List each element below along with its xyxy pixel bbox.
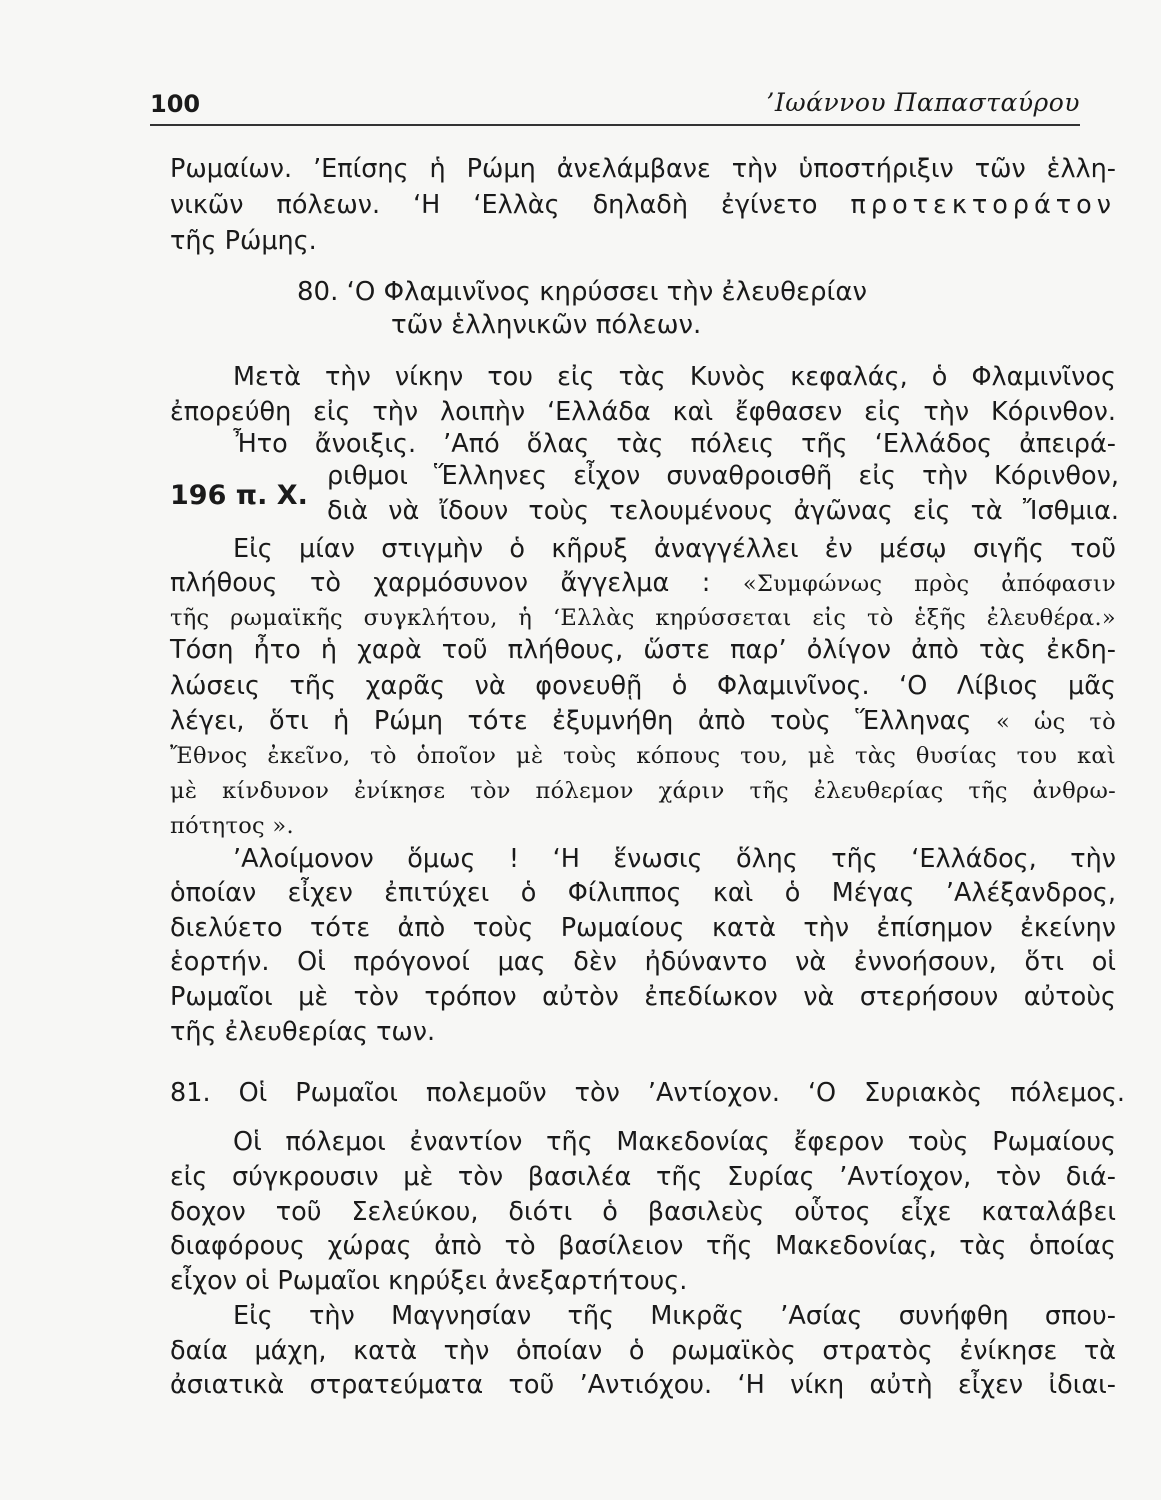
text-run: τῶν ἑλληνικῶν πόλεων.: [391, 310, 702, 340]
text-line: [233, 1299, 1116, 1333]
text-run: τῆς Ρώμης.: [170, 226, 317, 256]
text-run: Μετὰ τὴν νίκην του εἰς τὰς Κυνὸς κεφαλάς, ὁ Φλαμινῖνος: [233, 362, 1116, 392]
text-run: Εἰς τὴν Μαγνησίαν τῆς Μικρᾶς ’Ασίας συνήφθη σπου-: [233, 1301, 1116, 1331]
text-run: Ρωμαῖοι μὲ τὸν τρόπον αὐτὸν ἐπεδίωκον νὰ στερήσουν αὐτοὺς: [170, 982, 1116, 1012]
quotation-run: Ἔθνος ἐκεῖνο, τὸ ὁποῖον μὲ τοὺς κόπους του, μὲ τὰς θυσίας του καὶ: [170, 743, 1116, 769]
page-number: 100: [150, 90, 201, 118]
text-run: ἑορτήν. Οἱ πρόγονοί μας δὲν ἠδύναντο νὰ ἐννοήσουν, ὅτι οἱ: [170, 947, 1116, 977]
text-line: [170, 152, 1116, 186]
text-run: ἐπορεύθη εἰς τὴν λοιπὴν ‘Ελλάδα καὶ ἔφθασεν εἰς τὴν Κόρινθον.: [170, 397, 1116, 427]
text-run: διαφόρους χώρας ἀπὸ τὸ βασίλειον τῆς Μακεδονίας, τὰς ὁποίας: [170, 1231, 1116, 1261]
text-line: [170, 188, 1116, 222]
quotation-run: « ὡς τὸ: [995, 709, 1116, 735]
text-line: [170, 633, 1116, 667]
text-run: διὰ νὰ ἴδουν τοὺς τελουμένους ἀγῶνας εἰς τὰ Ἴσθμια.: [327, 496, 1119, 526]
text-run: τῆς ἐλευθερίας των.: [170, 1017, 436, 1047]
text-run: ’Αλοίμονον ὅμως ! ‘Η ἕνωσις ὅλης τῆς ‘Ελλάδος, τὴν: [233, 844, 1116, 874]
text-line: [170, 1264, 790, 1298]
text-run: λώσεις τῆς χαρᾶς νὰ φονευθῇ ὁ Φλαμινῖνος. ‘Ο Λίβιος μᾶς: [170, 671, 1116, 701]
spaced-emphasis: προτεκτοράτον: [850, 190, 1116, 220]
quotation-run: μὲ κίνδυνον ἐνίκησε τὸν πόλεμον χάριν τῆς ἐλευθερίας τῆς ἀνθρω-: [170, 778, 1116, 804]
text-run: Εἰς μίαν στιγμὴν ὁ κῆρυξ ἀναγγέλλει ἐν μέσῳ σιγῆς τοῦ: [233, 534, 1116, 564]
text-line: [170, 600, 1116, 635]
text-line: [170, 773, 1116, 808]
text-line: [170, 1195, 1116, 1229]
text-run: Οἱ πόλεμοι ἐναντίον τῆς Μακεδονίας ἔφερον τοὺς Ρωμαίους: [233, 1127, 1116, 1157]
text-run: δαία μάχη, κατὰ τὴν ὁποίαν ὁ ρωμαϊκὸς στρατὸς ἐνίκησε τὰ: [170, 1336, 1116, 1366]
text-run: Ρωμαίων. ’Επίσης ἡ Ρώμη ἀνελάμβανε τὴν ὑποστήριξιν τῶν ἑλλη-: [170, 154, 1116, 184]
text-run: δοχον τοῦ Σελεύκου, διότι ὁ βασιλεὺς οὗτος εἶχε καταλάβει: [170, 1197, 1116, 1227]
text-line: [233, 427, 1116, 461]
text-line: [170, 945, 1116, 979]
text-line: [170, 224, 470, 258]
text-line: [170, 738, 1116, 773]
text-line: [170, 395, 1116, 429]
text-run: Τόση ἦτο ἡ χαρὰ τοῦ πλήθους, ὥστε παρ’ ὀλίγον ἀπὸ τὰς ἐκδη-: [170, 635, 1116, 665]
text-line: [327, 494, 1119, 528]
text-line: [170, 808, 470, 843]
text-line: [327, 459, 1119, 493]
text-line: [170, 1160, 1116, 1194]
text-line: [170, 669, 1116, 703]
text-line: [170, 876, 1116, 910]
text-line: [170, 980, 1116, 1014]
section-heading-line: [391, 308, 891, 342]
quotation-run: τῆς ρωμαϊκῆς συγκλήτου, ἡ ‘Ελλὰς κηρύσσεται εἰς τὸ ἑξῆς ἐλευθέρα.»: [170, 605, 1116, 631]
text-line: [233, 1125, 1116, 1159]
text-line: [170, 1334, 1116, 1368]
text-line: [233, 842, 1116, 876]
quotation-run: πότητος ».: [170, 813, 294, 839]
text-run: ὁποίαν εἶχεν ἐπιτύχει ὁ Φίλιππος καὶ ὁ Μέγας ’Αλέξανδρος,: [170, 878, 1116, 908]
text-line: [233, 532, 1116, 566]
text-line: [170, 1015, 570, 1049]
text-run: Ἦτο ἄνοιξις. ’Από ὅλας τὰς πόλεις τῆς ‘Ελλάδος ἀπειρά-: [233, 429, 1116, 459]
text-line: [233, 360, 1116, 394]
text-line: [170, 1076, 1125, 1110]
text-run: 80. ‘Ο Φλαμινῖνος κηρύσσει τὴν ἐλευθερίαν: [297, 277, 868, 307]
text-run: λέγει, ὅτι ἡ Ρώμη τότε ἐξυμνήθη ἀπὸ τοὺς Ἕλληνας: [170, 706, 996, 736]
page-header: [150, 88, 1080, 126]
margin-date-note: 196 π. Χ.: [170, 480, 308, 511]
text-line: [170, 566, 1116, 601]
text-run: νικῶν πόλεων. ‘Η ‘Ελλὰς δηλαδὴ ἐγίνετο: [170, 190, 851, 220]
text-line: [170, 1229, 1116, 1263]
section-heading-line: [297, 275, 997, 309]
text-run: ριθμοι Ἕλληνες εἶχον συναθροισθῆ εἰς τὴν Κόρινθον,: [327, 461, 1119, 491]
text-line: [170, 911, 1116, 945]
text-run: εἶχον οἱ Ρωμαῖοι κηρύξει ἀνεξαρτήτους.: [170, 1266, 688, 1296]
text-line: [170, 1368, 1116, 1402]
quotation-run: «Συμφώνως πρὸς ἀπόφασιν: [742, 571, 1117, 597]
text-line: [170, 704, 1116, 739]
text-run: διελύετο τότε ἀπὸ τοὺς Ρωμαίους κατὰ τὴν ἐπίσημον ἐκείνην: [170, 913, 1116, 943]
text-run: 81. Οἱ Ρωμαῖοι πολεμοῦν τὸν ’Αντίοχον. ‘Ο Συριακὸς πόλεμος.: [170, 1078, 1125, 1108]
text-run: εἰς σύγκρουσιν μὲ τὸν βασιλέα τῆς Συρίας ’Αντίοχον, τὸν διά-: [170, 1162, 1116, 1192]
running-head: ’Ιωάννου Παπασταύρου: [766, 88, 1080, 117]
text-run: ἀσιατικὰ στρατεύματα τοῦ ’Αντιόχου. ‘Η νίκη αὐτὴ εἶχεν ἰδιαι-: [170, 1370, 1116, 1400]
text-run: πλήθους τὸ χαρμόσυνον ἄγγελμα :: [170, 568, 743, 598]
